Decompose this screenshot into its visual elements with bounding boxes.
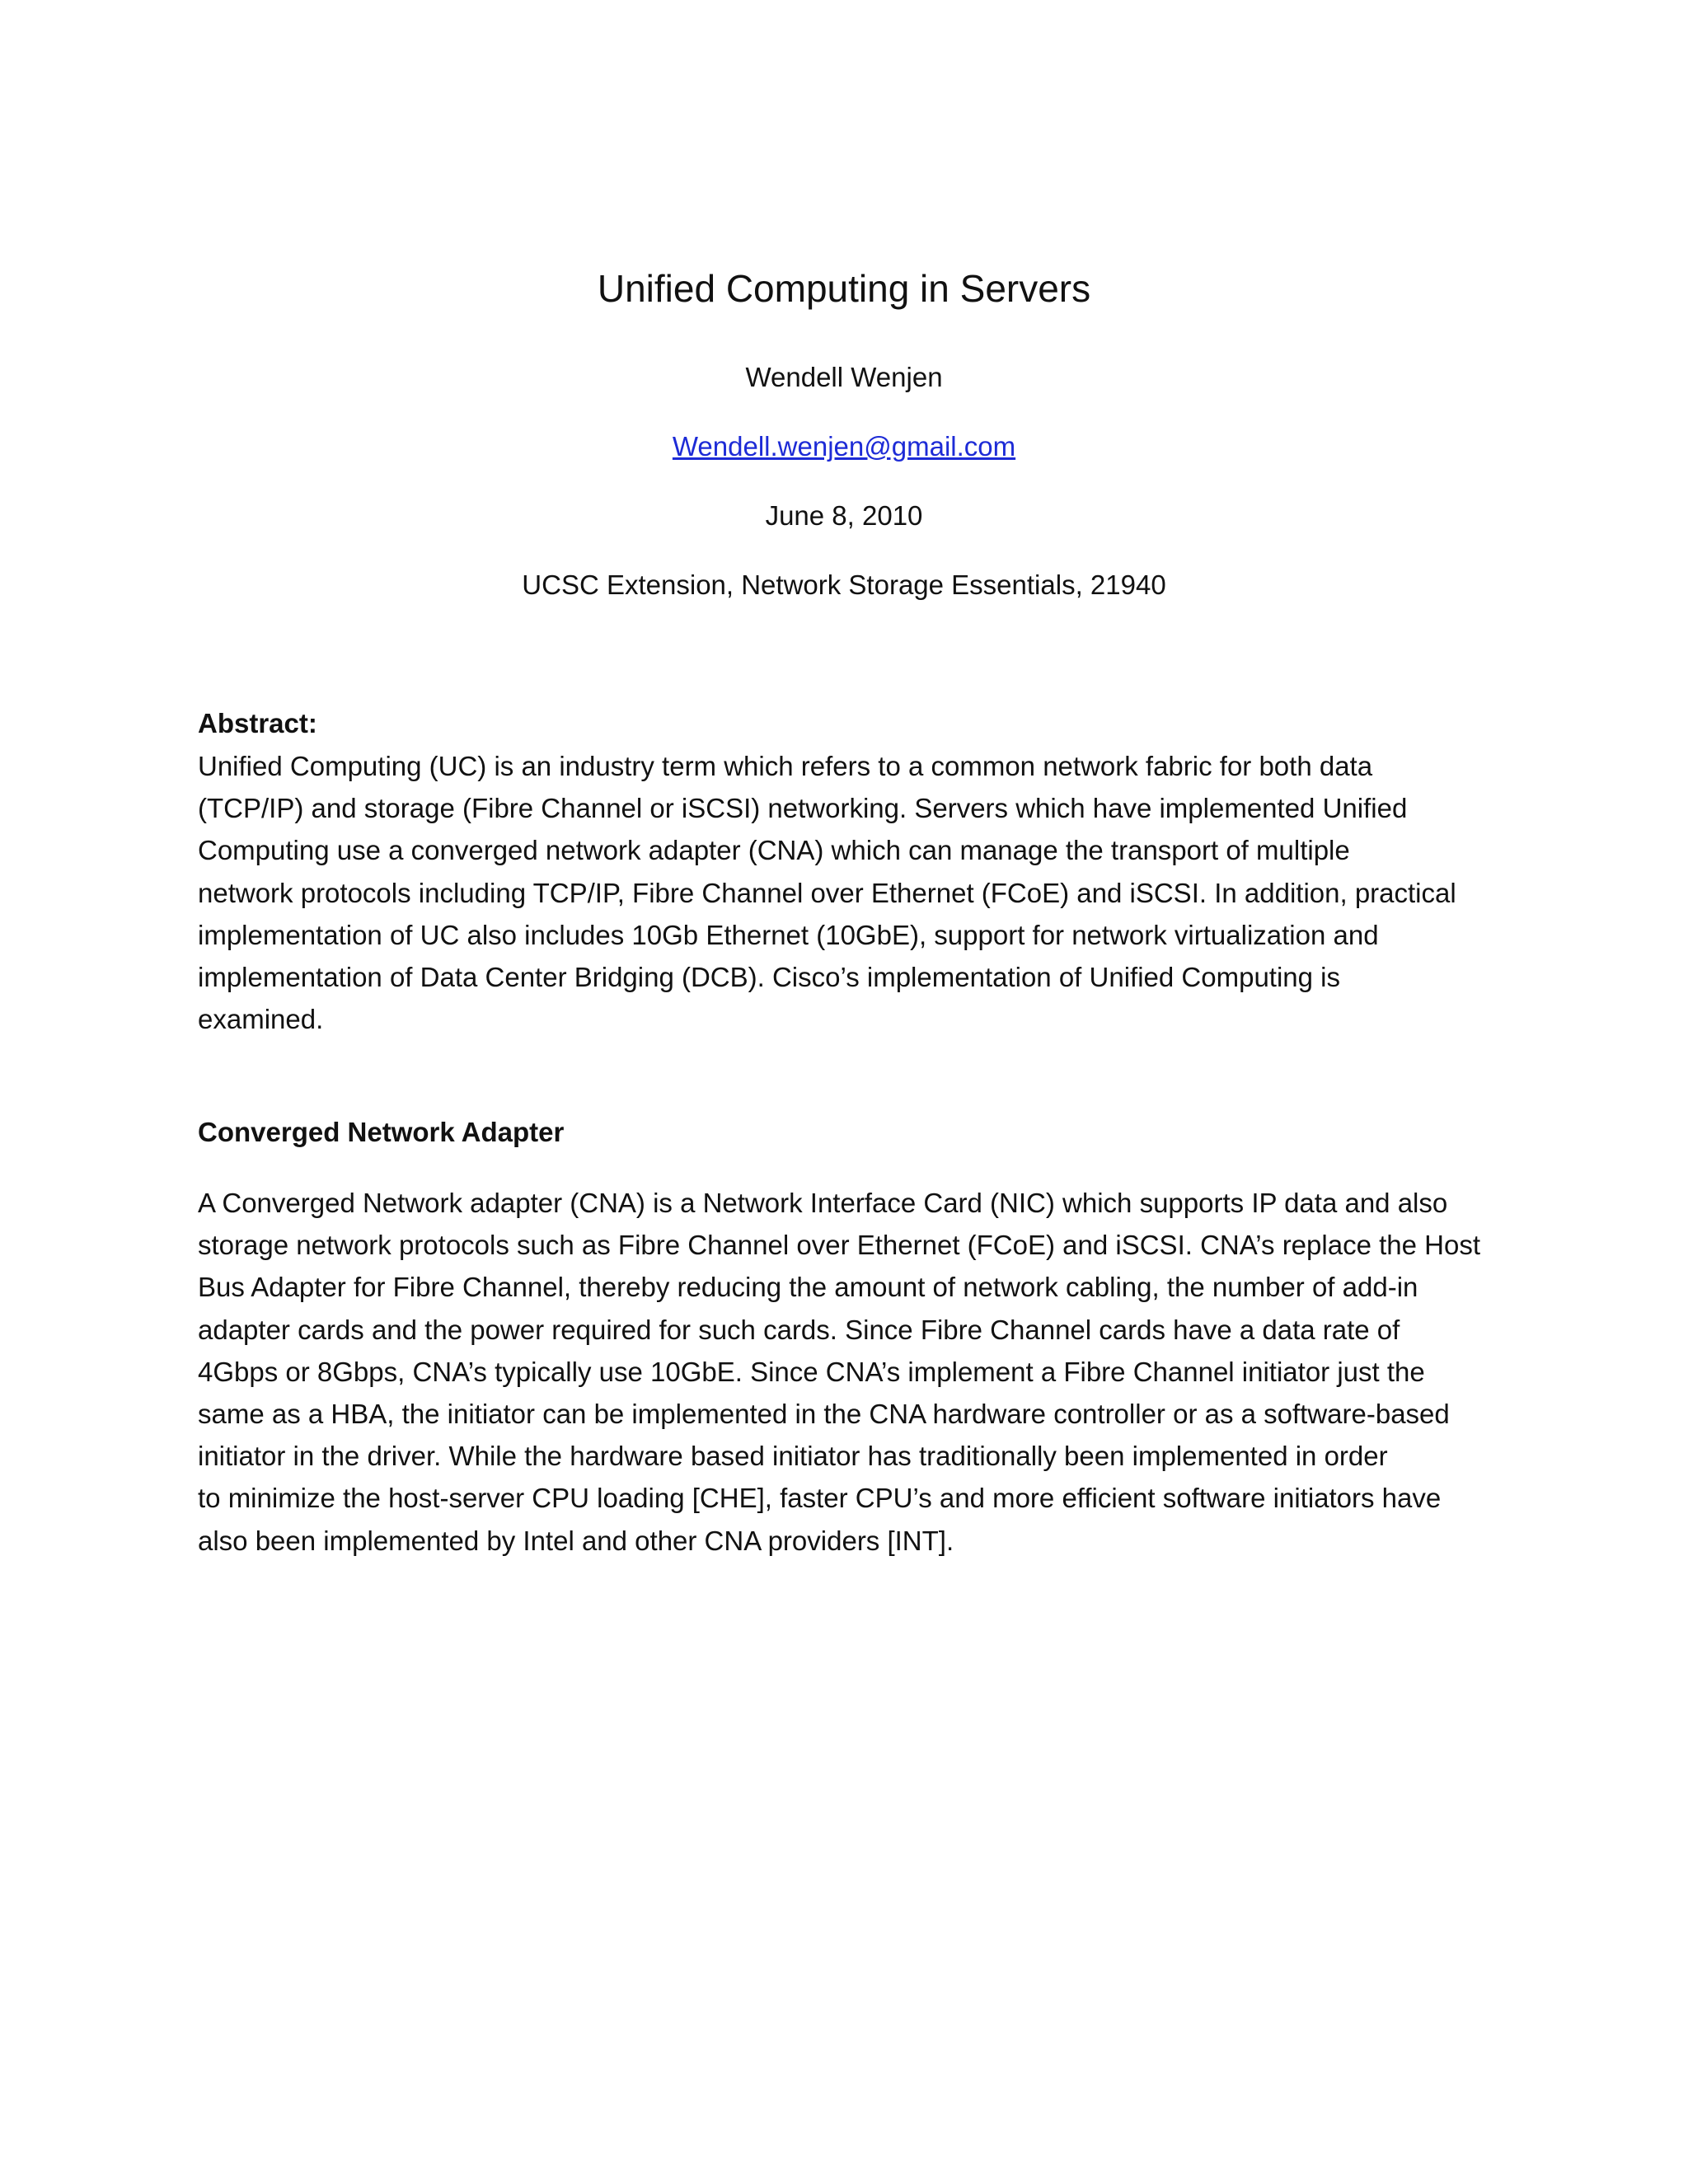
abstract-line: (TCP/IP) and storage (Fibre Channel or iSCSI) networking. Servers which have implemented Unified xyxy=(198,793,1408,824)
abstract-line: Unified Computing (UC) is an industry term which refers to a common network fabric for both data xyxy=(198,751,1373,781)
affiliation: UCSC Extension, Network Storage Essentials, 21940 xyxy=(522,569,1166,600)
cna-line: to minimize the host-server CPU loading [CHE], faster CPU’s and more efficient software initiators have xyxy=(198,1483,1442,1514)
section-heading-cna: Converged Network Adapter xyxy=(198,1117,565,1147)
cna-line: adapter cards and the power required for such cards. Since Fibre Channel cards have a data rate of xyxy=(198,1314,1400,1345)
cna-line: A Converged Network adapter (CNA) is a Network Interface Card (NIC) which supports IP data and also xyxy=(198,1188,1448,1218)
cna-line: also been implemented by Intel and other CNA providers [INT]. xyxy=(198,1525,954,1556)
abstract-line: examined. xyxy=(198,1004,324,1035)
author-email xyxy=(0,429,1688,465)
cna-line: Bus Adapter for Fibre Channel, thereby reducing the amount of network cabling, the number of add-in xyxy=(198,1272,1418,1303)
abstract-line: implementation of Data Center Bridging (DCB). Cisco’s implementation of Unified Computing is xyxy=(198,961,1340,992)
cna-line: storage network protocols such as Fibre Channel over Ethernet (FCoE) and iSCSI. CNA’s replace the Host xyxy=(198,1230,1480,1261)
author-email-link[interactable]: Wendell.wenjen@gmail.com xyxy=(672,431,1016,462)
author-name: Wendell Wenjen xyxy=(745,362,943,392)
abstract-heading: Abstract: xyxy=(198,708,317,738)
cna-line: initiator in the driver. While the hardware based initiator has traditionally been implemented in order xyxy=(198,1441,1388,1472)
paper-title: Unified Computing in Servers xyxy=(597,267,1091,310)
abstract-line: implementation of UC also includes 10Gb Ethernet (10GbE), support for network virtualization and xyxy=(198,919,1379,950)
abstract-paragraph xyxy=(198,745,1500,1040)
cna-paragraph xyxy=(198,1182,1500,1562)
abstract-line: Computing use a converged network adapter (CNA) which can manage the transport of multiple xyxy=(198,835,1350,866)
cna-line: same as a HBA, the initiator can be implemented in the CNA hardware controller or as a software-based xyxy=(198,1398,1450,1429)
abstract-line: network protocols including TCP/IP, Fibre Channel over Ethernet (FCoE) and iSCSI. In addition, practical xyxy=(198,877,1456,908)
cna-line: 4Gbps or 8Gbps, CNA’s typically use 10GbE. Since CNA’s implement a Fibre Channel initiator just the xyxy=(198,1356,1425,1387)
paper-date: June 8, 2010 xyxy=(765,500,923,531)
